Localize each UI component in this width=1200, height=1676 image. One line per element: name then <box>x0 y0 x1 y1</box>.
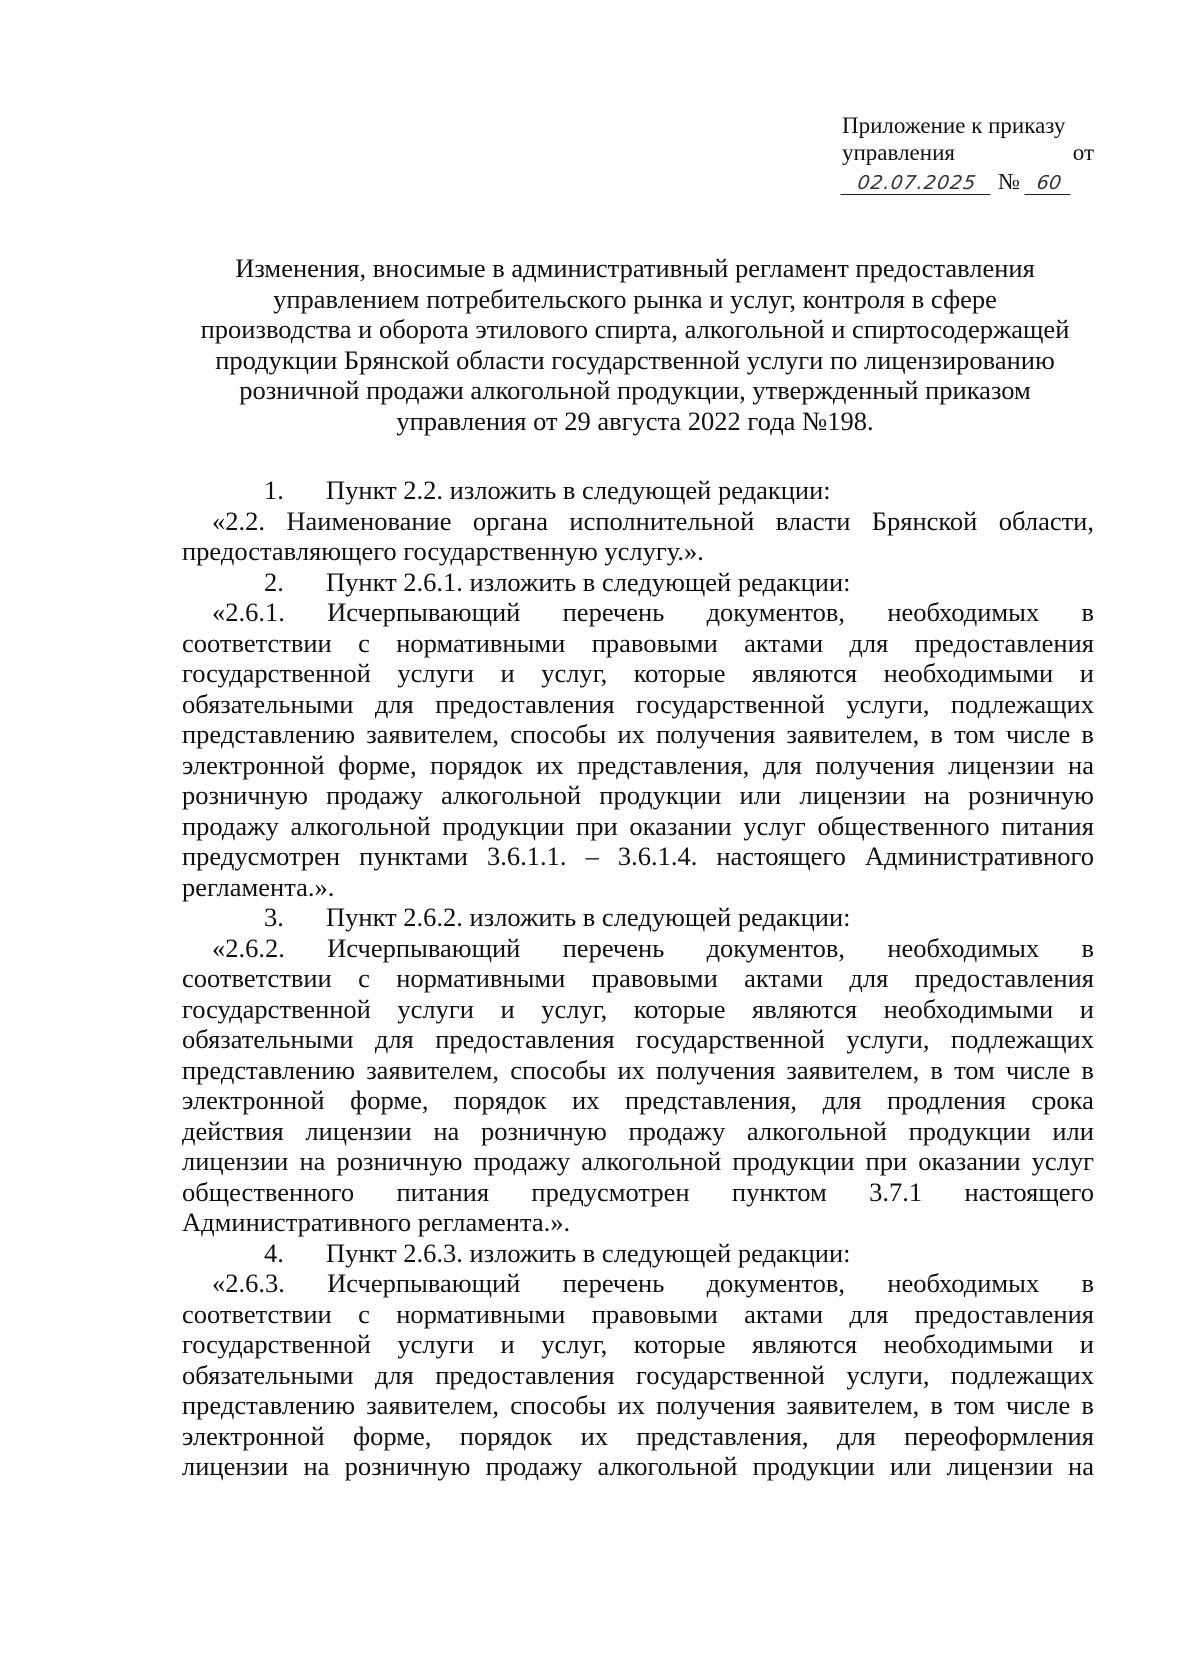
text-line <box>182 1024 1094 1055</box>
annex-header <box>842 112 1094 195</box>
text-line <box>182 597 1094 628</box>
word: лицензии <box>946 1451 1053 1481</box>
word: розничную <box>968 780 1094 810</box>
text-line <box>182 1146 1094 1177</box>
text-line <box>182 1177 1094 1208</box>
word: лицензии <box>182 1451 289 1481</box>
word: в <box>1081 1268 1094 1298</box>
word: порядок <box>430 749 523 780</box>
word: способы <box>510 1054 607 1085</box>
word: услуг, <box>541 1329 608 1359</box>
word: представления, <box>636 1420 809 1451</box>
text-line <box>182 1299 1094 1330</box>
word: пунктами <box>359 841 468 871</box>
text-line <box>182 1055 1094 1086</box>
word: розничную <box>480 1115 607 1146</box>
word: для <box>849 627 889 658</box>
word: настоящего <box>716 841 846 871</box>
word: алкогольной <box>746 1115 887 1146</box>
word: власти <box>775 505 851 536</box>
list-item-heading <box>182 902 1094 933</box>
word: услуги <box>397 1329 474 1359</box>
word: продажу <box>485 1451 583 1481</box>
word: для <box>822 1085 862 1115</box>
word: или <box>889 1451 932 1481</box>
text-line <box>182 811 1094 842</box>
word: в <box>930 1054 943 1085</box>
word: перечень <box>562 1268 665 1298</box>
word: услуг, <box>541 658 608 688</box>
word: необходимыми <box>883 658 1054 688</box>
word: действия <box>182 1115 284 1146</box>
word: продажу <box>628 1115 726 1146</box>
word: правовыми <box>591 627 718 658</box>
handwritten-number: 60 <box>1024 172 1073 195</box>
word: продажу <box>182 810 279 841</box>
item-heading-text: Пункт 2.2. изложить в следующей редакции: <box>326 475 831 505</box>
annex-line-2-right: от <box>1072 140 1094 165</box>
word: продукции <box>752 1451 875 1481</box>
word: их <box>617 1390 645 1420</box>
title-line: продукции Брянской области государственной услуги по лицензированию <box>215 344 1055 375</box>
word: заявителем, <box>786 1054 920 1085</box>
word: «2.6.3. <box>212 1268 285 1298</box>
item-number: 1. <box>264 475 284 505</box>
word: государственной <box>636 1024 825 1054</box>
word: представления, <box>624 1085 798 1115</box>
word: их <box>617 1054 645 1085</box>
word: их <box>617 719 645 749</box>
word: которые <box>633 658 726 688</box>
word: в <box>1081 597 1094 627</box>
text-line <box>182 780 1094 811</box>
title-line: управлением потребительского рынка и услуг, контроля в сфере <box>273 283 997 314</box>
word: способы <box>510 719 607 749</box>
word: представлению <box>182 719 356 749</box>
word: предоставления <box>435 1359 615 1390</box>
annex-line-2 <box>842 139 1094 166</box>
word: соответствии <box>182 963 332 993</box>
word: или <box>1052 1115 1094 1146</box>
word: 3.6.1.4. <box>617 841 698 871</box>
word: продажу <box>473 1146 571 1176</box>
word: для <box>836 1420 876 1451</box>
word: срока <box>1031 1085 1094 1115</box>
word: и <box>1079 1329 1094 1359</box>
text-line <box>182 994 1094 1025</box>
word: государственной <box>182 658 371 688</box>
word: 3.7.1 <box>869 1176 923 1207</box>
title-line: Изменения, вносимые в административный регламент предоставления <box>235 253 1035 283</box>
word: числе <box>1005 719 1071 749</box>
list-item-heading <box>182 567 1094 598</box>
word: в <box>1081 1054 1094 1085</box>
word: нормативными <box>396 1298 566 1329</box>
word: «2.2. <box>212 505 265 536</box>
text-line <box>182 963 1094 994</box>
word: которые <box>633 1329 726 1359</box>
word: обязательными <box>182 1024 354 1054</box>
word: предоставления <box>435 688 615 719</box>
word: при <box>576 810 618 841</box>
annex-line-2-left: управления <box>842 140 955 165</box>
word: для <box>849 963 889 993</box>
word: заявителем, <box>786 1390 920 1420</box>
word: с <box>358 627 370 658</box>
word: электронной <box>182 749 325 780</box>
text-line <box>182 933 1094 964</box>
word: продукции <box>908 1115 1031 1146</box>
word: и <box>1079 993 1094 1024</box>
title-line: розничной продажи алкогольной продукции, утвержденный приказом <box>239 375 1031 405</box>
text-line <box>182 1268 1094 1299</box>
text-line <box>182 689 1094 720</box>
word: перечень <box>562 597 665 627</box>
word: исполнительной <box>569 505 755 536</box>
word: порядок <box>454 1085 547 1115</box>
item-number: 4. <box>264 1237 284 1268</box>
word: настоящего <box>964 1176 1094 1207</box>
word: услуг <box>743 810 806 841</box>
word: «2.6.2. <box>212 932 285 963</box>
item-number: 3. <box>264 902 284 932</box>
word: заявителем, <box>366 1054 500 1085</box>
word: розничную <box>344 1451 471 1481</box>
word: необходимых <box>887 597 1040 627</box>
text-line <box>182 506 1094 537</box>
list-item-heading <box>182 1238 1094 1269</box>
word: документов, <box>706 1268 846 1298</box>
word: правовыми <box>591 963 718 993</box>
word: алкогольной <box>597 1451 738 1481</box>
word: в <box>1081 1390 1094 1420</box>
word: предоставления <box>914 1298 1094 1329</box>
word: государственной <box>636 1359 825 1390</box>
item-heading-text: Пункт 2.6.1. изложить в следующей редакции: <box>326 566 851 597</box>
word: и <box>500 993 515 1024</box>
word: форме, <box>352 1420 432 1451</box>
word: которые <box>633 993 726 1024</box>
word: розничную <box>182 780 308 810</box>
word: получения <box>656 1390 776 1420</box>
word: продукции <box>599 780 722 810</box>
word: их <box>580 1420 609 1451</box>
item-heading-text: Пункт 2.6.2. изложить в следующей редакции: <box>326 902 851 932</box>
word: органа <box>472 505 548 536</box>
item-number: 2. <box>264 566 284 597</box>
word: актами <box>744 627 824 658</box>
annex-line-1: Приложение к приказу <box>842 113 1066 138</box>
word: являются <box>752 658 858 688</box>
word: оказании <box>629 810 732 841</box>
word: – <box>585 841 599 871</box>
word: подлежащих <box>950 688 1094 719</box>
word: и <box>500 1329 515 1359</box>
word: форме, <box>338 749 417 780</box>
word: предусмотрен <box>182 841 341 871</box>
word: для <box>374 1359 414 1390</box>
word: продажу <box>326 780 423 810</box>
word: способы <box>510 1390 607 1420</box>
word: правовыми <box>591 1298 718 1329</box>
word: нормативными <box>396 963 566 993</box>
text-line <box>182 1085 1094 1116</box>
word: лицензии <box>948 749 1055 780</box>
text-line: Административного регламента.». <box>182 1207 571 1237</box>
text-line <box>182 1329 1094 1360</box>
word: области, <box>998 505 1094 536</box>
word: перечень <box>562 932 665 963</box>
handwritten-date: 02.07.2025 <box>840 172 993 195</box>
word: получения <box>656 1054 776 1085</box>
word: форме, <box>350 1085 429 1115</box>
word: и <box>1079 658 1094 688</box>
word: актами <box>744 963 824 993</box>
word: при <box>865 1146 908 1176</box>
word: получения <box>656 719 776 749</box>
word: с <box>358 963 370 993</box>
word: на <box>303 1451 330 1481</box>
word: порядок <box>459 1420 553 1451</box>
word: питания <box>396 1176 490 1207</box>
word: на <box>299 1146 326 1176</box>
word: обязательными <box>182 688 354 719</box>
word: необходимыми <box>883 993 1054 1024</box>
word: продления <box>886 1085 1006 1115</box>
text-line <box>182 658 1094 689</box>
word: услуги, <box>846 1024 930 1054</box>
word: необходимых <box>887 932 1040 963</box>
word: услуг <box>1031 1146 1094 1176</box>
word: предоставления <box>435 1024 615 1054</box>
word: предоставления <box>914 963 1094 993</box>
item-heading-text: Пункт 2.6.3. изложить в следующей редакции: <box>326 1237 851 1268</box>
word: соответствии <box>182 1298 332 1329</box>
title-line: производства и оборота этилового спирта, алкогольной и спиртосодержащей <box>200 314 1070 344</box>
word: Административного <box>864 841 1094 871</box>
word: том <box>954 1390 995 1420</box>
word: услуги, <box>846 1359 930 1390</box>
word: актами <box>744 1298 824 1329</box>
word: представлению <box>182 1390 356 1420</box>
word: Наименование <box>286 505 452 536</box>
word: представления, <box>577 749 750 780</box>
word: в <box>930 1390 943 1420</box>
word: пунктом <box>731 1176 827 1207</box>
word: в <box>1081 932 1094 963</box>
word: на <box>1068 749 1094 780</box>
word: том <box>954 719 995 749</box>
word: государственной <box>182 993 371 1024</box>
word: на <box>433 1115 460 1146</box>
word: государственной <box>182 1329 371 1359</box>
word: продукции <box>732 1146 855 1176</box>
word: общественного <box>182 1176 355 1207</box>
word: лицензии <box>305 1115 412 1146</box>
word: необходимыми <box>883 1329 1054 1359</box>
word: Исчерпывающий <box>327 932 521 963</box>
word: том <box>954 1054 995 1085</box>
text-line <box>182 1360 1094 1391</box>
word: услуги <box>397 993 474 1024</box>
word: на <box>1068 1451 1094 1481</box>
word: Исчерпывающий <box>327 1268 521 1298</box>
document-title <box>170 253 1100 436</box>
word: подлежащих <box>950 1359 1094 1390</box>
word: нормативными <box>396 627 566 658</box>
text-line <box>182 1116 1094 1147</box>
word: получения <box>815 749 935 780</box>
word: являются <box>752 1329 858 1359</box>
text-line <box>182 1451 1094 1482</box>
document-body <box>182 475 1094 1482</box>
word: розничную <box>336 1146 463 1176</box>
word: питания <box>1001 810 1094 841</box>
word: предоставления <box>914 627 1094 658</box>
word: документов, <box>706 597 846 627</box>
word: для <box>374 1024 414 1054</box>
word: услуг, <box>541 993 608 1024</box>
word: обязательными <box>182 1359 354 1390</box>
word: «2.6.1. <box>212 597 285 627</box>
text-line <box>182 1390 1094 1421</box>
word: или <box>739 780 782 810</box>
word: услуги <box>397 658 474 688</box>
word: и <box>500 658 515 688</box>
word: заявителем, <box>366 719 500 749</box>
text-line: предоставляющего государственную услугу.». <box>182 536 704 566</box>
word: предусмотрен <box>531 1176 690 1207</box>
word: переоформления <box>904 1420 1094 1451</box>
word: документов, <box>706 932 846 963</box>
word: для <box>849 1298 889 1329</box>
word: соответствии <box>182 627 332 658</box>
word: лицензии <box>799 780 906 810</box>
word: оказании <box>918 1146 1021 1176</box>
word: их <box>536 749 564 780</box>
word: государственной <box>636 688 825 719</box>
word: продукции <box>442 810 565 841</box>
word: для <box>762 749 802 780</box>
title-line: управления от 29 августа 2022 года №198. <box>396 405 874 436</box>
word: являются <box>752 993 858 1024</box>
word: алкогольной <box>290 810 431 841</box>
text-line <box>182 750 1094 781</box>
word: для <box>374 688 414 719</box>
word: на <box>923 780 950 810</box>
word: их <box>572 1085 600 1115</box>
text-line: регламента.». <box>182 871 335 902</box>
word: лицензии <box>182 1146 289 1176</box>
word: необходимых <box>887 1268 1040 1298</box>
number-sign: № <box>998 169 1020 194</box>
text-line <box>182 719 1094 750</box>
word: числе <box>1005 1390 1071 1420</box>
word: заявителем, <box>366 1390 500 1420</box>
annex-date-row <box>842 168 1094 195</box>
word: 3.6.1.1. <box>486 841 567 871</box>
word: электронной <box>182 1420 325 1451</box>
word: в <box>930 719 943 749</box>
text-line <box>182 1421 1094 1452</box>
word: подлежащих <box>950 1024 1094 1054</box>
text-line <box>182 841 1094 872</box>
word: с <box>358 1298 370 1329</box>
word: Исчерпывающий <box>327 597 521 627</box>
word: заявителем, <box>786 719 920 749</box>
word: алкогольной <box>441 780 582 810</box>
word: представлению <box>182 1054 356 1085</box>
word: числе <box>1005 1054 1071 1085</box>
text-line <box>182 628 1094 659</box>
word: общественного <box>817 810 990 841</box>
word: в <box>1081 719 1094 749</box>
word: алкогольной <box>581 1146 722 1176</box>
list-item-heading <box>182 475 1094 506</box>
word: Брянской <box>871 505 978 536</box>
word: услуги, <box>846 688 930 719</box>
word: электронной <box>182 1085 325 1115</box>
